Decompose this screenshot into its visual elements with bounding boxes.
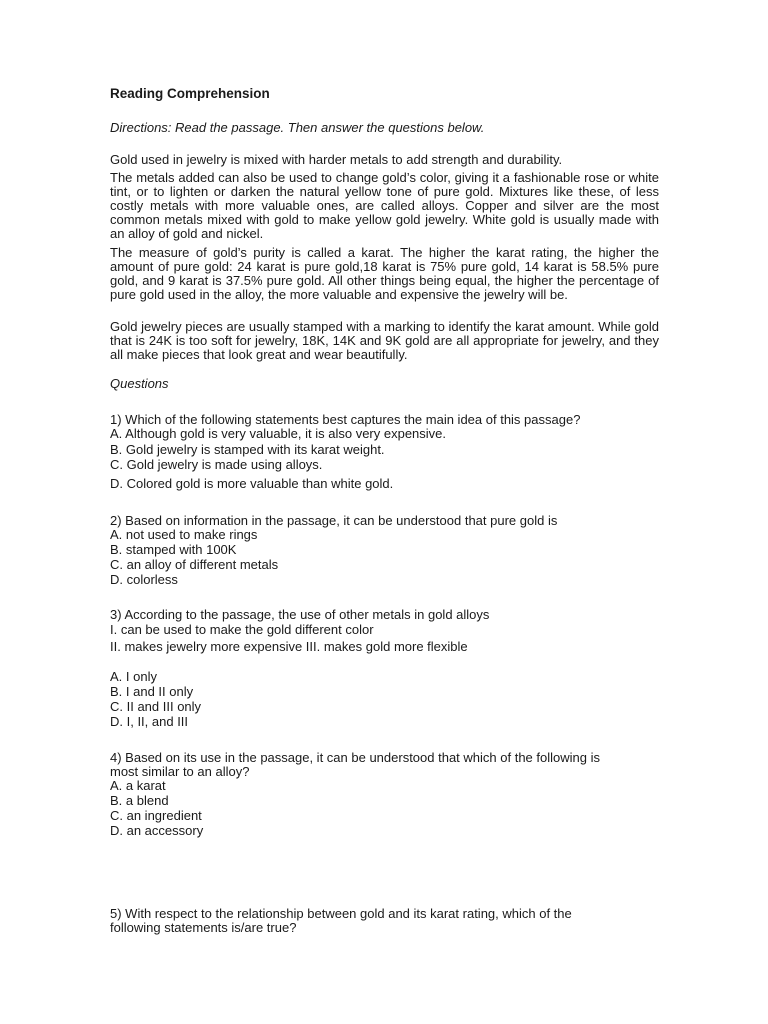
page-title: Reading Comprehension	[110, 86, 270, 101]
answer-option: D. I, II, and III	[110, 714, 189, 729]
answer-option: D. Colored gold is more valuable than white gold.	[110, 476, 394, 491]
question-5	[110, 907, 660, 935]
passage-paragraph-3: The measure of gold’s purity is called a karat. The higher the karat rating, the higher the amount of pure gold: 24 karat is pure gold,18 karat is 75% pure gold, 14 karat is 58.5% pure gold, and 9 karat is 37.5% pure gold. All other things being equal, the higher the percentage of pure gold used in the alloy, the more valuable and expensive the jewelry will be.	[110, 245, 659, 302]
answer-option: A. Although gold is very valuable, it is also very expensive.	[110, 426, 447, 441]
passage-paragraph-2: The metals added can also be used to change gold’s color, giving it a fashionable rose or white tint, or to lighten or darken the natural yellow tone of pure gold. Mixtures like these, of less costly metals with more valuable ones, are called alloys. Copper and silver are the most common metals mixed with gold to make yellow gold jewelry. White gold is usually made with an alloy of gold and nickel.	[110, 170, 659, 241]
answer-option: A. not used to make rings	[110, 527, 258, 542]
passage-paragraph-1: Gold used in jewelry is mixed with harder metals to add strength and durability.	[110, 152, 563, 167]
passage-paragraph-4: Gold jewelry pieces are usually stamped with a marking to identify the karat amount. While gold that is 24K is too soft for jewelry, 18K, 14K and 9K gold are all appropriate for jewelry, and they all make pieces that look great and wear beautifully.	[110, 319, 659, 362]
question-stem: most similar to an alloy?	[110, 764, 250, 779]
question-2	[110, 514, 660, 588]
answer-option: B. stamped with 100K	[110, 542, 237, 557]
roman-statement: II. makes jewelry more expensive III. makes gold more flexible	[110, 639, 468, 654]
question-4	[110, 751, 660, 839]
question-stem: 1) Which of the following statements best captures the main idea of this passage?	[110, 412, 581, 427]
answer-option: C. an ingredient	[110, 808, 202, 823]
question-3-options	[110, 670, 660, 730]
answer-option: B. a blend	[110, 793, 169, 808]
answer-option: D. colorless	[110, 572, 178, 587]
answer-option: A. I only	[110, 669, 157, 684]
answer-option: A. a karat	[110, 778, 166, 793]
answer-option: B. I and II only	[110, 684, 194, 699]
roman-statement: I. can be used to make the gold different color	[110, 622, 374, 637]
answer-option: C. II and III only	[110, 699, 202, 714]
question-1	[110, 413, 660, 492]
question-stem: following statements is/are true?	[110, 920, 297, 935]
answer-option: B. Gold jewelry is stamped with its karat weight.	[110, 442, 385, 457]
answer-option: C. Gold jewelry is made using alloys.	[110, 457, 323, 472]
answer-option: C. an alloy of different metals	[110, 557, 279, 572]
answer-option: D. an accessory	[110, 823, 204, 838]
question-stem: 5) With respect to the relationship between gold and its karat rating, which of the	[110, 906, 572, 921]
question-3	[110, 608, 660, 654]
question-stem: 2) Based on information in the passage, it can be understood that pure gold is	[110, 513, 558, 528]
question-stem: 3) According to the passage, the use of other metals in gold alloys	[110, 607, 490, 622]
question-stem: 4) Based on its use in the passage, it can be understood that which of the following is	[110, 750, 600, 765]
directions-text: Directions: Read the passage. Then answer the questions below.	[110, 120, 485, 135]
questions-heading: Questions	[110, 376, 169, 391]
